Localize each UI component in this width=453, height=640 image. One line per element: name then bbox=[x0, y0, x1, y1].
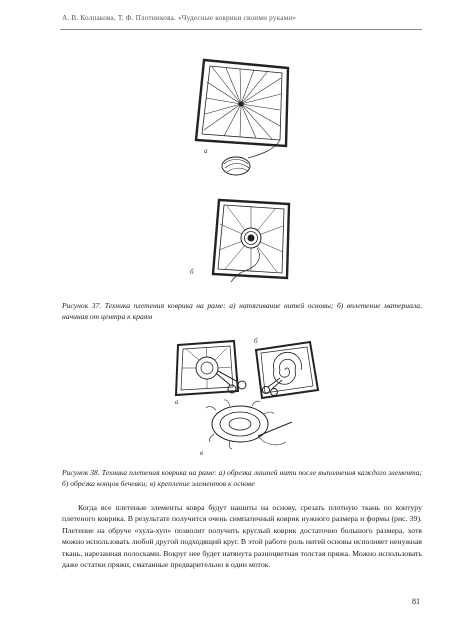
figure-37b-letter: б bbox=[190, 268, 194, 276]
figure-38-needle-attaching bbox=[200, 398, 296, 454]
figure-38-spiral-frame bbox=[252, 340, 322, 402]
figure-37a-letter: а bbox=[204, 147, 208, 155]
body-paragraph: Когда все плетеные элементы ковра будут нашиты на основу, срезать плотную ткань по контуру плетеного коврика. В результате получится очень симпатичный коврик нужного размера и формы (рис. 39). Плетение на обруче «хула-хуп» позволит получить круглый коврик достаточно большого размера, хотя можно использовать любой другой подходящий круг. В этой работе роль нитей основы исполняет ненужная ткань, нарезанная полосками. Вокруг нее будет натянута разноцветная толстая пряжа. Можно использовать даже остатки пряжи, сматанные предварительно в один моток. bbox=[62, 503, 422, 570]
figure-37a-frame-warp bbox=[182, 54, 302, 184]
figure-37b-drawing bbox=[197, 192, 297, 292]
header-rule bbox=[60, 29, 422, 30]
figure-38-frame-scissors bbox=[172, 337, 252, 401]
figure-37b-frame-weaving bbox=[197, 192, 297, 292]
running-head: А. В. Колпакова, Т. Ф. Плотникова. «Чудесные коврики своими руками» bbox=[62, 14, 297, 22]
figure-38b-letter: б bbox=[254, 337, 258, 345]
figure-37-caption: Рисунок 37. Техника плетения коврика на раме: а) натягивание нитей основы; б) вплетение материала, начиная от центра к краям bbox=[62, 301, 422, 321]
figure-38v-letter: в bbox=[200, 449, 204, 457]
page-number: 81 bbox=[412, 597, 420, 606]
figure-38v-drawing bbox=[200, 398, 296, 454]
figure-38b-drawing bbox=[252, 340, 322, 402]
figure-37a-drawing bbox=[182, 54, 302, 184]
figure-38a-drawing bbox=[172, 337, 252, 401]
body-text bbox=[62, 502, 422, 570]
figure-38-caption: Рисунок 38. Техника плетения коврика на раме: а) обрезка лишней нити после выполнения каждого элемента; б) обрезка концов бечевки; в) крепление элементов к основе bbox=[62, 468, 422, 488]
figure-38a-letter: а bbox=[175, 398, 179, 406]
